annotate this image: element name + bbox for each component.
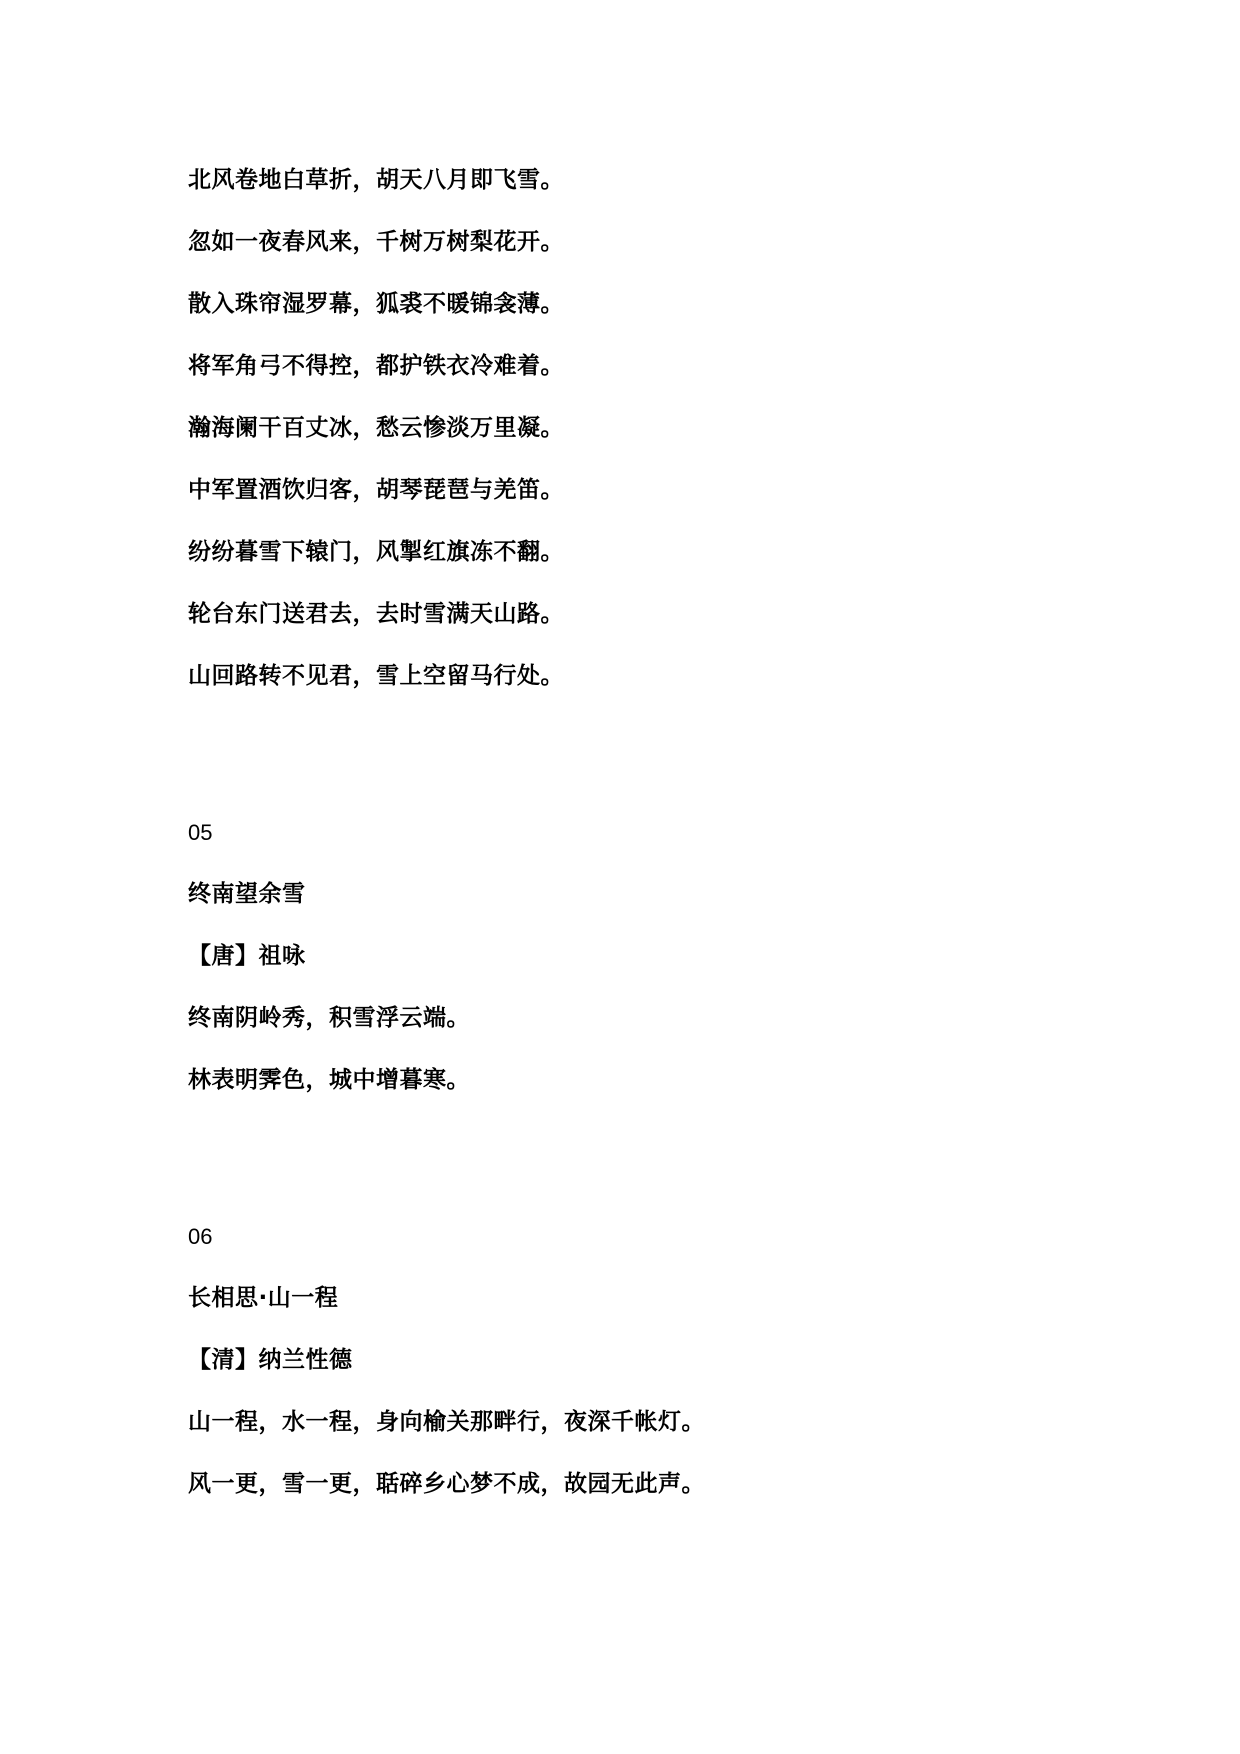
poem-line: 山回路转不见君，雪上空留马行处。 [188, 663, 564, 689]
poem-number: 05 [188, 820, 213, 845]
poem-line: 中军置酒饮归客，胡琴琵琶与羌笛。 [188, 477, 564, 503]
poem-line: 终南阴岭秀，积雪浮云端。 [188, 1005, 470, 1031]
poem-line: 风一更，雪一更，聒碎乡心梦不成，故园无此声。 [188, 1471, 705, 1497]
poem-line: 轮台东门送君去，去时雪满天山路。 [188, 601, 564, 627]
poem-number: 06 [188, 1224, 213, 1249]
poem-line: 林表明霁色，城中增暮寒。 [188, 1067, 470, 1093]
poem-author: 【唐】祖咏 [188, 943, 306, 969]
poem-line: 北风卷地白草折，胡天八月即飞雪。 [188, 167, 564, 193]
poem-line: 将军角弓不得控，都护铁衣冷难着。 [188, 353, 564, 379]
poem-author: 【清】纳兰性德 [188, 1347, 353, 1373]
poem-line: 散入珠帘湿罗幕，狐裘不暖锦衾薄。 [188, 291, 564, 317]
poem-line: 山一程，水一程，身向榆关那畔行，夜深千帐灯。 [188, 1409, 705, 1435]
poem-line: 纷纷暮雪下辕门，风掣红旗冻不翻。 [188, 539, 564, 565]
poem-title: 长相思·山一程 [188, 1285, 339, 1311]
poem-line: 忽如一夜春风来，千树万树梨花开。 [188, 229, 564, 255]
poem-line: 瀚海阑干百丈冰，愁云惨淡万里凝。 [188, 415, 564, 441]
poem-title: 终南望余雪 [188, 881, 306, 907]
